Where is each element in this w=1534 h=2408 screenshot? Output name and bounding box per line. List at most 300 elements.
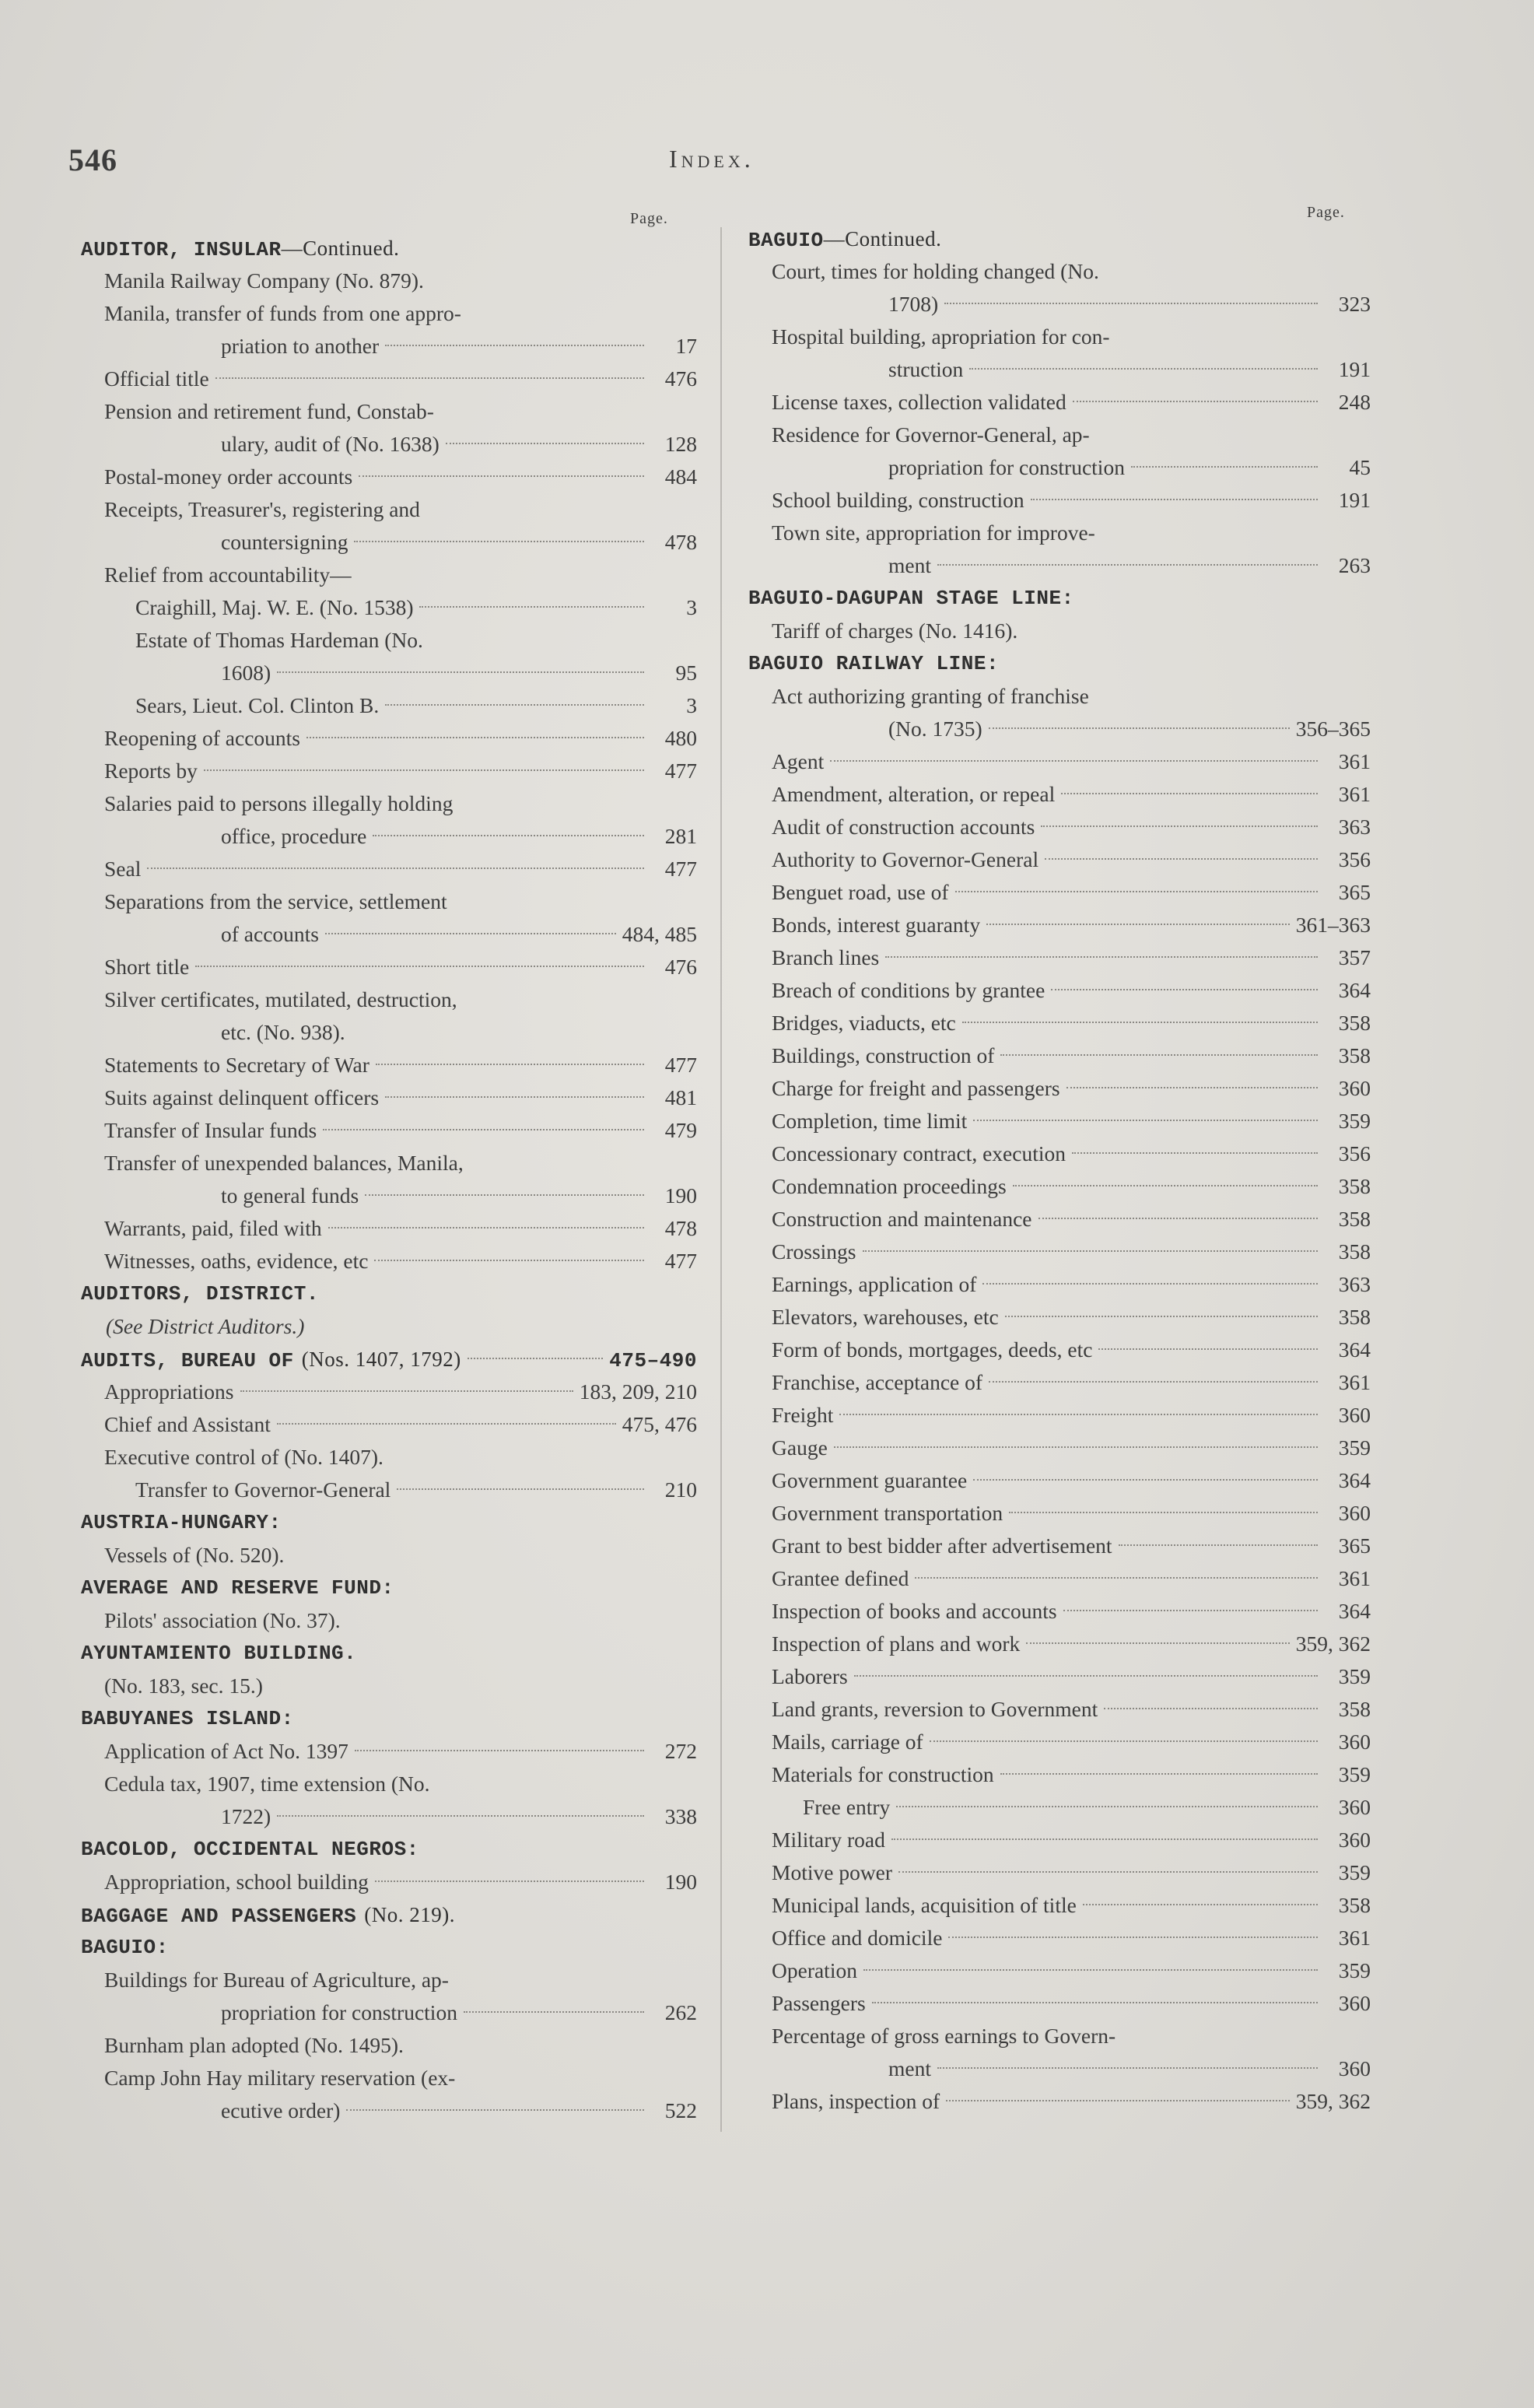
entry-text: Transfer to Governor-General [135, 1477, 391, 1502]
entry-text: AUDITORS, DISTRICT. [81, 1282, 319, 1306]
index-entry [81, 1376, 697, 1408]
entry-text: Concessionary contract, execution [772, 1141, 1066, 1165]
leader-dots [277, 1423, 616, 1425]
entry-text: Mails, carriage of [772, 1730, 923, 1754]
page-reference: 262 [664, 2000, 697, 2024]
page-reference: 360 [1338, 1403, 1371, 1427]
page-reference: 359 [1338, 1664, 1371, 1688]
entry-text: Motive power [772, 1860, 893, 1884]
index-heading [81, 1278, 697, 1310]
entry-text: Tariff of charges (No. 1416). [772, 619, 1018, 643]
entry-text: Amendment, alteration, or repeal [772, 782, 1056, 806]
index-heading [81, 1572, 697, 1604]
entry-text: Land grants, reversion to Government [772, 1697, 1098, 1721]
entry-text: Buildings, construction of [772, 1043, 995, 1067]
leader-dots [1041, 825, 1318, 827]
page-reference: 361 [1338, 1370, 1371, 1394]
entry-text: Earnings, application of [772, 1272, 977, 1296]
leader-dots [1098, 1348, 1318, 1350]
entry-text: propriation for construction [221, 2000, 457, 2024]
page-reference: 363 [1338, 815, 1371, 839]
entry-text: Reopening of accounts [104, 726, 301, 750]
leader-dots [973, 1120, 1318, 1121]
index-entry [81, 1866, 697, 1898]
index-entry [81, 1441, 697, 1474]
left-page-column-label: Page. [630, 210, 668, 227]
leader-dots [277, 671, 644, 673]
page-reference: 3 [686, 693, 697, 717]
index-entry [748, 1039, 1371, 1072]
index-entry [748, 1530, 1371, 1562]
entry-text: Authority to Governor-General [772, 847, 1039, 871]
leader-dots [147, 868, 644, 869]
page-reference: 360 [1338, 2056, 1371, 2080]
leader-dots [863, 1969, 1318, 1971]
entry-text: Town site, appropriation for improve- [772, 521, 1095, 545]
leader-dots [397, 1488, 644, 1490]
page-number: 546 [68, 142, 117, 177]
index-entry [81, 1179, 697, 1212]
page-reference: 477 [664, 857, 697, 881]
leader-dots [986, 924, 1290, 925]
index-entry [748, 745, 1371, 778]
entry-text: Grant to best bidder after advertisement [772, 1533, 1112, 1558]
leader-dots [834, 1446, 1318, 1448]
leader-dots [464, 2011, 644, 2013]
index-entry [81, 1474, 697, 1506]
index-entry [81, 853, 697, 885]
leader-dots [325, 933, 616, 934]
index-entry [81, 624, 697, 657]
entry-text: Franchise, acceptance of [772, 1370, 983, 1394]
leader-dots [863, 1250, 1319, 1252]
leader-dots [830, 760, 1318, 762]
page-reference: 364 [1338, 1468, 1371, 1492]
leader-dots [1038, 1218, 1319, 1219]
leader-dots [885, 956, 1318, 958]
index-entry [748, 451, 1371, 484]
page-reference: 95 [675, 661, 697, 685]
leader-dots [930, 1740, 1318, 1742]
right-page-column-label: Page. [1307, 204, 1345, 221]
index-entry [748, 1366, 1371, 1399]
index-entry [81, 689, 697, 722]
entry-text: Warrants, paid, filed with [104, 1216, 322, 1240]
entry-text: Gauge [772, 1435, 828, 1460]
index-entry [748, 386, 1371, 419]
index-entry [748, 353, 1371, 386]
leader-dots [1072, 1152, 1318, 1154]
entry-text: AYUNTAMIENTO BUILDING. [81, 1642, 357, 1665]
page-reference: 191 [1338, 357, 1371, 381]
entry-text: ecutive order) [221, 2098, 341, 2122]
index-entry [81, 1800, 697, 1833]
index-entry [81, 1081, 697, 1114]
index-heading [81, 232, 697, 265]
index-entry [81, 1147, 697, 1179]
entry-text: Burnham plan adopted (No. 1495). [104, 2033, 404, 2057]
entry-text: 1608) [221, 661, 271, 685]
index-entry [81, 559, 697, 591]
index-entry [81, 1539, 697, 1572]
index-entry [81, 1212, 697, 1245]
entry-text: of accounts [221, 922, 319, 946]
entry-text: Elevators, warehouses, etc [772, 1305, 999, 1329]
index-entry [748, 1203, 1371, 1236]
entry-text: Office and domicile [772, 1926, 943, 1950]
entry-text: Laborers [772, 1664, 848, 1688]
index-entry [81, 1408, 697, 1441]
index-entry [748, 321, 1371, 353]
index-entry [81, 820, 697, 853]
index-entry [748, 1889, 1371, 1922]
entry-text: Vessels of (No. 520). [104, 1543, 285, 1567]
page-reference: 477 [664, 759, 697, 783]
leader-dots [1083, 1904, 1318, 1905]
page-reference: 281 [664, 824, 697, 848]
leader-dots [937, 2067, 1318, 2069]
page-reference: 359 [1338, 1860, 1371, 1884]
entry-text: countersigning [221, 530, 348, 554]
page-reference: 522 [664, 2098, 697, 2122]
index-entry [748, 1432, 1371, 1464]
index-entry [81, 1964, 697, 1996]
entry-text: Act authorizing granting of franchise [772, 684, 1089, 708]
entry-text: Short title [104, 955, 190, 979]
leader-dots [872, 2002, 1318, 2003]
leader-dots [323, 1129, 644, 1130]
index-entry [81, 1245, 697, 1278]
page-reference: 481 [664, 1085, 697, 1109]
page-reference: 359 [1338, 1435, 1371, 1460]
index-entry [748, 1987, 1371, 2020]
entry-text: Relief from accountability— [104, 563, 352, 587]
entry-text: School building, construction [772, 488, 1024, 512]
leader-dots [204, 769, 644, 771]
entry-text: Materials for construction [772, 1762, 994, 1786]
index-entry [748, 549, 1371, 582]
index-entry [748, 974, 1371, 1007]
page-reference: 480 [664, 726, 697, 750]
page-reference: 191 [1338, 488, 1371, 512]
page-reference: 356 [1338, 1141, 1371, 1165]
entry-text: Passengers [772, 1991, 866, 2015]
index-entry [748, 1693, 1371, 1726]
leader-dots [989, 727, 1290, 729]
index-entry [748, 778, 1371, 811]
leader-dots [376, 1064, 644, 1065]
page-reference: 210 [664, 1477, 697, 1502]
leader-dots [969, 368, 1318, 370]
entry-text: AUSTRIA-HUNGARY: [81, 1511, 282, 1534]
index-entry [81, 461, 697, 493]
entry-text: BACOLOD, OCCIDENTAL NEGROS: [81, 1838, 419, 1861]
index-entry [748, 255, 1371, 288]
leader-dots [955, 891, 1318, 892]
entry-text: Completion, time limit [772, 1109, 968, 1133]
entry-text: to general funds [221, 1183, 359, 1208]
leader-dots [446, 443, 644, 444]
entry-text: (No. 1735) [888, 717, 982, 741]
leader-dots [1026, 1642, 1290, 1644]
entry-text: propriation for construction [888, 455, 1125, 479]
entry-text: ment [888, 2056, 931, 2080]
leader-dots [1051, 989, 1318, 990]
entry-text: Court, times for holding changed (No. [772, 259, 1099, 283]
leader-dots [948, 1937, 1318, 1938]
entry-text: Free entry [803, 1795, 891, 1819]
index-entry [81, 363, 697, 395]
entry-text: AUDITS, BUREAU OF [81, 1349, 294, 1372]
index-entry [748, 1137, 1371, 1170]
leader-dots [898, 1871, 1318, 1873]
page-reference: 358 [1338, 1239, 1371, 1264]
leader-dots [240, 1390, 573, 1392]
index-heading [81, 1898, 697, 1931]
page-reference: 475, 476 [622, 1412, 697, 1436]
entry-text: Percentage of gross earnings to Govern- [772, 2024, 1116, 2048]
entry-text: Cedula tax, 1907, time extension (No. [104, 1772, 430, 1796]
index-entry [748, 1334, 1371, 1366]
page-reference: 358 [1338, 1174, 1371, 1198]
entry-text: Freight [772, 1403, 834, 1427]
leader-dots [346, 2109, 644, 2111]
index-entry [81, 983, 697, 1016]
leader-dots [962, 1022, 1318, 1023]
running-head: Index. [669, 145, 755, 173]
entry-text: Application of Act No. 1397 [104, 1739, 348, 1763]
entry-text: Seal [104, 857, 142, 881]
leader-dots [1061, 793, 1318, 794]
entry-text: AUDITOR, INSULAR [81, 238, 282, 261]
entry-text: Camp John Hay military reservation (ex- [104, 2066, 456, 2090]
leader-dots [946, 2100, 1290, 2101]
index-entry [748, 1236, 1371, 1268]
index-entry [81, 1049, 697, 1081]
page-reference: 365 [1338, 880, 1371, 904]
leader-dots [973, 1479, 1318, 1481]
entry-text: Craighill, Maj. W. E. (No. 1538) [135, 595, 414, 619]
leader-dots [468, 1358, 604, 1359]
index-entry [748, 419, 1371, 451]
leader-dots [1104, 1708, 1318, 1709]
entry-text: Government guarantee [772, 1468, 968, 1492]
page-reference: 3 [686, 595, 697, 619]
page-reference: 477 [664, 1053, 697, 1077]
leader-dots [891, 1838, 1318, 1840]
entry-text: Transfer of unexpended balances, Manila, [104, 1151, 464, 1175]
leader-dots [1045, 858, 1318, 860]
entry-text: Manila, transfer of funds from one appro- [104, 301, 461, 325]
entry-text: Grantee defined [772, 1566, 909, 1590]
page-reference: 361 [1338, 749, 1371, 773]
leader-dots [195, 966, 644, 967]
index-entry [748, 1072, 1371, 1105]
entry-text: Reports by [104, 759, 198, 783]
leader-dots [355, 1750, 644, 1751]
index-heading [81, 1637, 697, 1670]
index-entry [748, 1791, 1371, 1824]
index-entry [748, 1497, 1371, 1530]
entry-text: ment [888, 553, 931, 577]
entry-text: Estate of Thomas Hardeman (No. [135, 628, 423, 652]
index-entry [748, 615, 1371, 647]
page-reference: 338 [664, 1804, 697, 1828]
entry-text: Charge for freight and passengers [772, 1076, 1060, 1100]
page-reference: 358 [1338, 1893, 1371, 1917]
index-entry [748, 517, 1371, 549]
index-entry [81, 2029, 697, 2062]
entry-text: BAGUIO: [81, 1936, 169, 1959]
entry-text: BAGUIO-DAGUPAN STAGE LINE: [748, 587, 1074, 610]
page-reference: 475–490 [609, 1349, 697, 1372]
index-entry [748, 1105, 1371, 1137]
entry-text: Chief and Assistant [104, 1412, 271, 1436]
entry-text: Official title [104, 366, 209, 391]
entry-text: Inspection of plans and work [772, 1632, 1021, 1656]
page-reference: 358 [1338, 1305, 1371, 1329]
index-entry [81, 395, 697, 428]
index-entry [748, 1007, 1371, 1039]
page-reference: 358 [1338, 1043, 1371, 1067]
entry-text: priation to another [221, 334, 380, 358]
page-reference: 484 [664, 464, 697, 489]
leader-dots [1066, 1087, 1318, 1088]
entry-text: Hospital building, apropriation for con- [772, 324, 1110, 349]
leader-dots [896, 1806, 1318, 1807]
index-entry [748, 1954, 1371, 1987]
entry-text: Operation [772, 1958, 857, 1982]
page-reference: 476 [664, 955, 697, 979]
page-reference: 190 [664, 1870, 697, 1894]
leader-dots [854, 1675, 1318, 1677]
index-entry [81, 722, 697, 755]
index-entry [748, 2020, 1371, 2052]
page-reference: 248 [1338, 390, 1371, 414]
entry-text: Transfer of Insular funds [104, 1118, 317, 1142]
entry-text: Bridges, viaducts, etc [772, 1011, 956, 1035]
index-entry [748, 1856, 1371, 1889]
index-entry [81, 657, 697, 689]
index-entry [748, 1268, 1371, 1301]
leader-dots [1119, 1544, 1318, 1546]
index-heading [81, 1506, 697, 1539]
leader-dots [1073, 401, 1318, 402]
index-heading [81, 1343, 697, 1376]
page-reference: 363 [1338, 1272, 1371, 1296]
page-reference: 478 [664, 530, 697, 554]
page-reference: 359 [1338, 1762, 1371, 1786]
entry-text: Benguet road, use of [772, 880, 949, 904]
entry-text: Municipal lands, acquisition of title [772, 1893, 1077, 1917]
index-entry [81, 1670, 697, 1702]
entry-text: 1722) [221, 1804, 271, 1828]
entry-text: Witnesses, oaths, evidence, etc [104, 1249, 369, 1273]
leader-dots [385, 1096, 644, 1098]
entry-text: Pension and retirement fund, Constab- [104, 399, 434, 423]
column-divider [720, 227, 722, 2132]
entry-text: Residence for Governor-General, ap- [772, 422, 1090, 447]
entry-text: Plans, inspection of [772, 2089, 940, 2113]
leader-dots [385, 345, 644, 346]
index-entry [748, 843, 1371, 876]
page-reference: 361 [1338, 1566, 1371, 1590]
entry-text: BAGUIO [748, 229, 824, 252]
page-reference: 359, 362 [1295, 1632, 1371, 1656]
page-reference: 361–363 [1295, 913, 1371, 937]
page-reference: 357 [1338, 945, 1371, 969]
page-reference: 359, 362 [1295, 2089, 1371, 2113]
leader-dots [1005, 1316, 1318, 1317]
leader-dots [989, 1381, 1318, 1383]
index-entry [748, 811, 1371, 843]
entry-text: Inspection of books and accounts [772, 1599, 1057, 1623]
page-reference: 359 [1338, 1958, 1371, 1982]
entry-text: Suits against delinquent officers [104, 1085, 380, 1109]
entry-text: BAGGAGE AND PASSENGERS [81, 1905, 357, 1928]
index-entry [81, 297, 697, 330]
entry-text: Postal-money order accounts [104, 464, 353, 489]
page-reference: 364 [1338, 1599, 1371, 1623]
page-reference: 484, 485 [622, 922, 697, 946]
leader-dots [982, 1283, 1318, 1285]
index-entry [81, 2062, 697, 2094]
index-entry [81, 1604, 697, 1637]
leader-dots [839, 1414, 1318, 1415]
leader-dots [915, 1577, 1318, 1579]
leader-dots [215, 377, 644, 379]
index-entry [748, 1628, 1371, 1660]
page-reference: 128 [664, 432, 697, 456]
leader-dots [1009, 1512, 1318, 1513]
entry-text: (No. 183, sec. 15.) [104, 1674, 263, 1698]
page-reference: 478 [664, 1216, 697, 1240]
entry-text: 1708) [888, 292, 939, 316]
entry-text: Pilots' association (No. 37). [104, 1608, 341, 1632]
page-reference: 365 [1338, 1533, 1371, 1558]
entry-text: Government transportation [772, 1501, 1003, 1525]
entry-text: AVERAGE AND RESERVE FUND: [81, 1576, 394, 1600]
page-reference: 323 [1338, 292, 1371, 316]
page-reference: 358 [1338, 1697, 1371, 1721]
page-reference: 361 [1338, 1926, 1371, 1950]
index-entry [81, 591, 697, 624]
index-entry [748, 909, 1371, 941]
left-index-column [81, 232, 697, 2127]
leader-dots [365, 1194, 644, 1196]
index-heading [748, 582, 1371, 615]
index-heading [748, 223, 1371, 255]
leader-dots [359, 475, 644, 477]
page-reference: 477 [664, 1249, 697, 1273]
entry-text: ulary, audit of (No. 1638) [221, 432, 440, 456]
entry-text: Construction and maintenance [772, 1207, 1032, 1231]
entry-text: Manila Railway Company (No. 879). [104, 268, 424, 293]
page-reference: 190 [664, 1183, 697, 1208]
index-entry [748, 1824, 1371, 1856]
leader-dots [374, 1260, 644, 1261]
index-entry [748, 713, 1371, 745]
page-reference: 183, 209, 210 [579, 1379, 697, 1404]
index-entry [748, 1922, 1371, 1954]
page-reference: 360 [1338, 1501, 1371, 1525]
page-reference: 361 [1338, 782, 1371, 806]
page-reference: 360 [1338, 1991, 1371, 2015]
index-entry [81, 755, 697, 787]
leader-dots [328, 1227, 644, 1229]
index-entry [748, 2085, 1371, 2118]
leader-dots [1013, 1185, 1318, 1186]
